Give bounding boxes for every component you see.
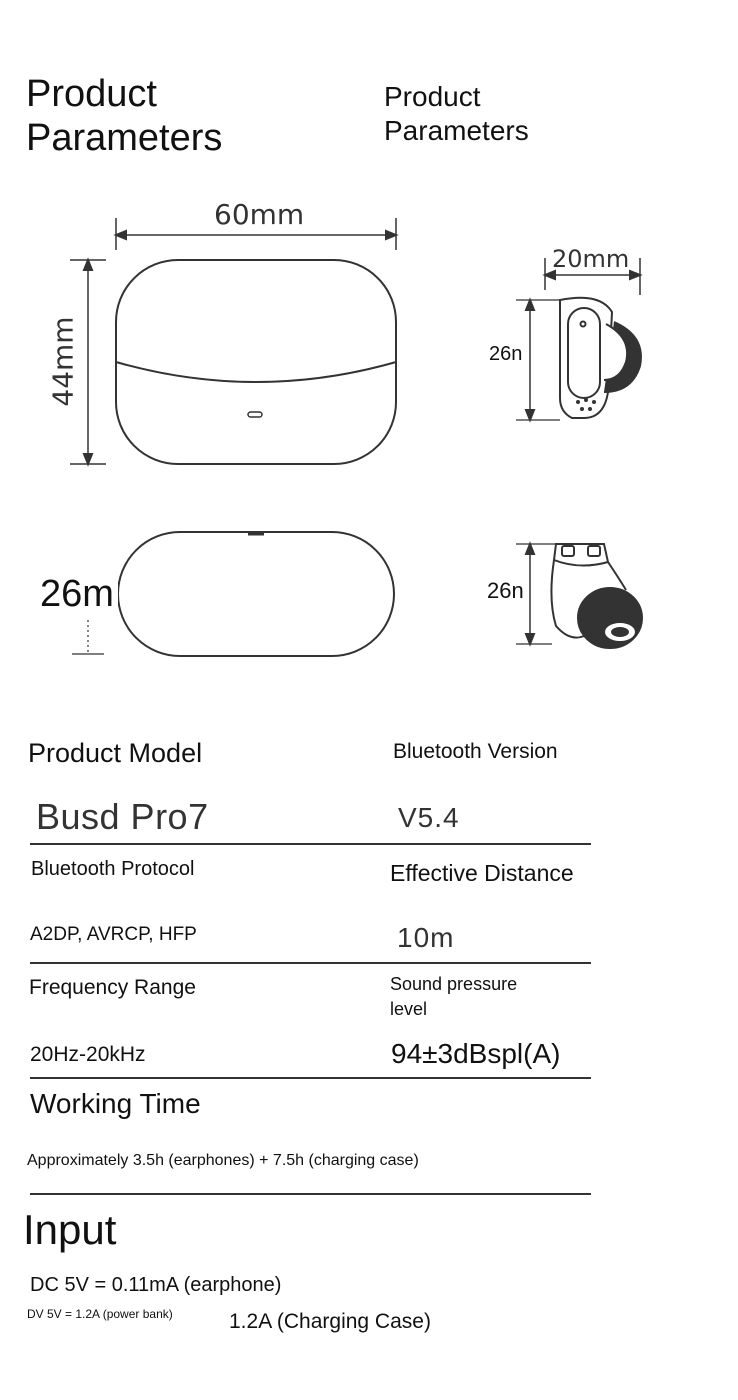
frequency-range-label: Frequency Range [29, 976, 196, 999]
input-label: Input [23, 1206, 117, 1253]
effective-distance-value: 10m [397, 922, 455, 953]
working-time-value: Approximately 3.5h (earphones) + 7.5h (charging case) [27, 1152, 419, 1169]
frequency-range-value: 20Hz-20kHz [30, 1043, 146, 1066]
case-width-label: 60mm [214, 198, 305, 231]
case-height-label: 44mm [46, 316, 80, 407]
sound-pressure-value: 94±3dBspl(A) [391, 1038, 561, 1069]
case-depth-label: 26m [40, 573, 118, 616]
product-model-label: Product Model [28, 738, 203, 768]
title-product-parameters-left: Product Parameters [26, 73, 223, 159]
bluetooth-version-value: V5.4 [398, 802, 460, 833]
product-model-value: Busd Pro7 [36, 796, 209, 837]
divider [30, 962, 591, 964]
bluetooth-protocol-label: Bluetooth Protocol [31, 858, 195, 880]
working-time-label: Working Time [30, 1088, 201, 1119]
input-earphone-value: DC 5V = 0.11mA (earphone) [30, 1274, 282, 1296]
divider [30, 1077, 591, 1079]
sound-pressure-label: Sound pressure level [390, 974, 518, 1019]
earbud-height-label: 26n [489, 343, 525, 366]
earbud-side-height-label: 26n [487, 578, 527, 604]
bluetooth-protocol-value: A2DP, AVRCP, HFP [30, 924, 197, 945]
case-lid-seam [116, 362, 396, 382]
input-charging-case-value: 1.2A (Charging Case) [229, 1310, 431, 1333]
divider [30, 843, 591, 845]
case-front-outline [116, 260, 396, 464]
bluetooth-version-label: Bluetooth Version [393, 740, 558, 763]
title-product-parameters-right: Product Parameters [384, 81, 529, 146]
input-power-bank-value: DV 5V = 1.2A (power bank) [27, 1307, 173, 1321]
effective-distance-label: Effective Distance [390, 860, 574, 886]
divider [30, 1193, 591, 1195]
earbud-width-label: 20mm [552, 245, 630, 273]
case-bottom-outline [118, 532, 394, 656]
charging-indicator [248, 412, 262, 417]
